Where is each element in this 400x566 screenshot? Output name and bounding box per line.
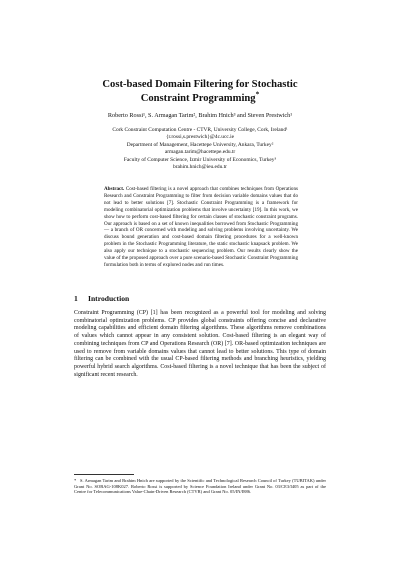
abstract-label: Abstract. bbox=[104, 186, 125, 192]
title-footnote-mark: * bbox=[255, 89, 260, 99]
section-number: 1 bbox=[74, 294, 78, 303]
affiliation-line: Faculty of Computer Science, Izmir University of Economics, Turkey³ bbox=[123, 156, 277, 163]
intro-paragraph: Constraint Programming (CP) [1] has been recognized as a powerful tool for modeling and solving combinatorial optimization problems. CP provides global constraints offering concise and declarative modeling capabilities and efficient domain filtering algorithms. These algorithms remove combinations of values which cannot appear in any consistent solution. Cost-based filtering is an elegant way of combining techniques from CP and Operations Research (OR) [7]. OR-based optimization techniques are used to remove from variable domains values that cannot lead to better solutions. This type of domain filtering can be combined with the usual CP-based filtering methods and branching heuristics, yielding powerful hybrid search algorithms. Cost-based filtering is a novel technique that has been the subject of significant recent research. bbox=[74, 310, 326, 378]
affiliation-email: {r.rossi,s.prestwich}@4c.ucc.ie bbox=[165, 134, 235, 141]
authors-line: Roberto Rossi¹, S. Armagan Tarim², Brahim Hnich³ and Steven Prestwich¹ bbox=[107, 112, 293, 119]
title-line-1: Cost-based Domain Filtering for Stochastic bbox=[102, 79, 298, 90]
footnote-text: S. Armagan Tarim and Brahim Hnich are supported by the Scientific and Technological Research Council of Turkey (TUBITAK) under Grant No. SOBAG-108K027. Roberto Rossi is supported by Science Foundation Ireland under Grant No. 03/CE3/I405 as part of the Centre for Telecommunications Value-Chain-Driven Research (CTVR) and Grant No. 05/IN/I886. bbox=[74, 478, 326, 495]
abstract-text: Cost-based filtering is a novel approach that combines techniques from Operations Research and Constraint Programming to filter from decision variable domains values that do not lead to better solutions [7]. Stochastic Constraint Programming is a framework for modeling combinatorial optimization problems that involve uncertainty [19]. In this work, we show how to perform cost-based filtering for certain classes of stochastic constraint programs. Our approach is based on a set of known inequalities borrowed from Stochastic Programming — a branch of OR concerned with modeling and solving problems involving uncertainty. We discuss bound generation and cost-based domain filtering procedures for a well-known problem in the Stochastic Programming literature, the static stochastic knapsack problem. We also apply our technique to a stochastic sequencing problem. Our results clearly show the value of the proposed approach over a pure scenario-based Stochastic Constraint Programming formulation both in terms of explored nodes and run times. bbox=[104, 186, 298, 268]
footnote-divider bbox=[74, 474, 134, 475]
footnote bbox=[74, 478, 326, 495]
author-list bbox=[40, 112, 360, 120]
title-line-2: Constraint Programming bbox=[140, 93, 256, 104]
section-heading bbox=[74, 294, 129, 303]
affiliation-line: Department of Management, Hacettepe University, Ankara, Turkey² bbox=[126, 141, 274, 148]
introduction-body bbox=[74, 310, 326, 379]
affiliation-email: brahim.hnich@ieu.edu.tr bbox=[173, 164, 227, 171]
paper-title bbox=[60, 78, 340, 106]
footnote-mark: * bbox=[74, 478, 77, 483]
section-title: Introduction bbox=[88, 294, 130, 303]
affiliation-line: Cork Constraint Computation Centre - CTVR, University College, Cork, Ireland¹ bbox=[112, 127, 288, 133]
abstract bbox=[104, 186, 298, 269]
affiliations bbox=[40, 127, 360, 171]
affiliation-email: armagan.tarim@hacettepe.edu.tr bbox=[164, 149, 236, 156]
